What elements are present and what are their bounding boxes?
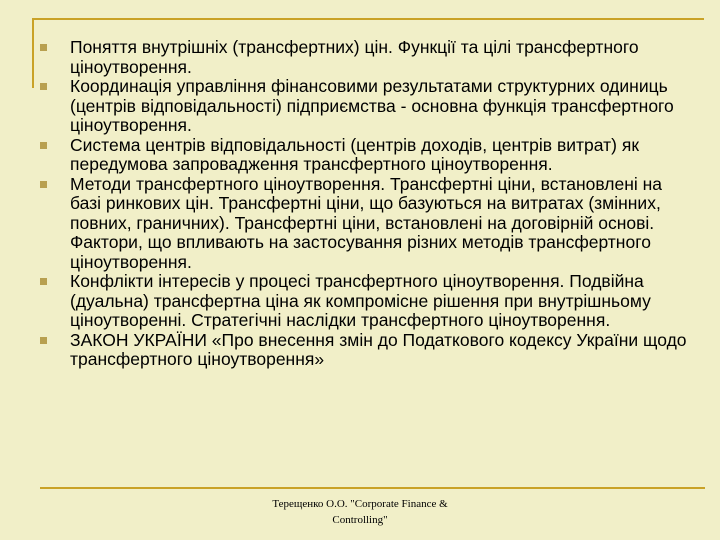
square-bullet-icon	[40, 44, 47, 51]
footer-author-line: Терещенко О.О. "Corporate Finance &	[272, 498, 448, 510]
bottom-decorative-line	[40, 487, 705, 489]
bullet-text: Конфлікти інтересів у процесі трансфертного ціноутворення. Подвійна (дуальна) трансфертна ціна як компромісне рішення при внутрішньому ціноутворенні. Стратегічні наслідки трансфертного ціноутворення.	[70, 271, 651, 330]
square-bullet-icon	[40, 142, 47, 149]
bullet-item	[40, 77, 690, 136]
bullet-text: ЗАКОН УКРАЇНИ «Про внесення змін до Податкового кодексу України щодо трансфертного ціноутворення»	[70, 329, 687, 369]
square-bullet-icon	[40, 278, 47, 285]
left-decorative-line	[32, 18, 34, 88]
footer-course-line: Controlling"	[332, 514, 388, 526]
bullet-item	[40, 272, 690, 331]
square-bullet-icon	[40, 337, 47, 344]
bullet-text: Координація управління фінансовими результатами структурних одиниць (центрів відповідальності) підприємства - основна функція трансфертного ціноутворення.	[70, 76, 674, 135]
top-decorative-line	[32, 18, 704, 20]
bullet-item	[40, 175, 690, 273]
bullet-item	[40, 136, 690, 175]
square-bullet-icon	[40, 181, 47, 188]
bullet-item	[40, 38, 690, 77]
footer	[250, 496, 470, 528]
square-bullet-icon	[40, 83, 47, 90]
bullet-item	[40, 331, 690, 370]
bullet-text: Поняття внутрішніх (трансфертних) цін. Функції та цілі трансфертного ціноутворення.	[70, 37, 639, 77]
bullet-list	[40, 38, 690, 370]
bullet-text: Методи трансфертного ціноутворення. Трансфертні ціни, встановлені на базі ринкових цін. Трансфертні ціни, що базуються на витратах (змінних, повних, граничних). Трансфертні ціни, встановлені на договірній основі. Фактори, що впливають на застосування різних методів трансфертного ціноутворення.	[70, 173, 663, 272]
bullet-text: Система центрів відповідальності (центрів доходів, центрів витрат) як передумова запровадження трансфертного ціноутворення.	[70, 134, 639, 174]
